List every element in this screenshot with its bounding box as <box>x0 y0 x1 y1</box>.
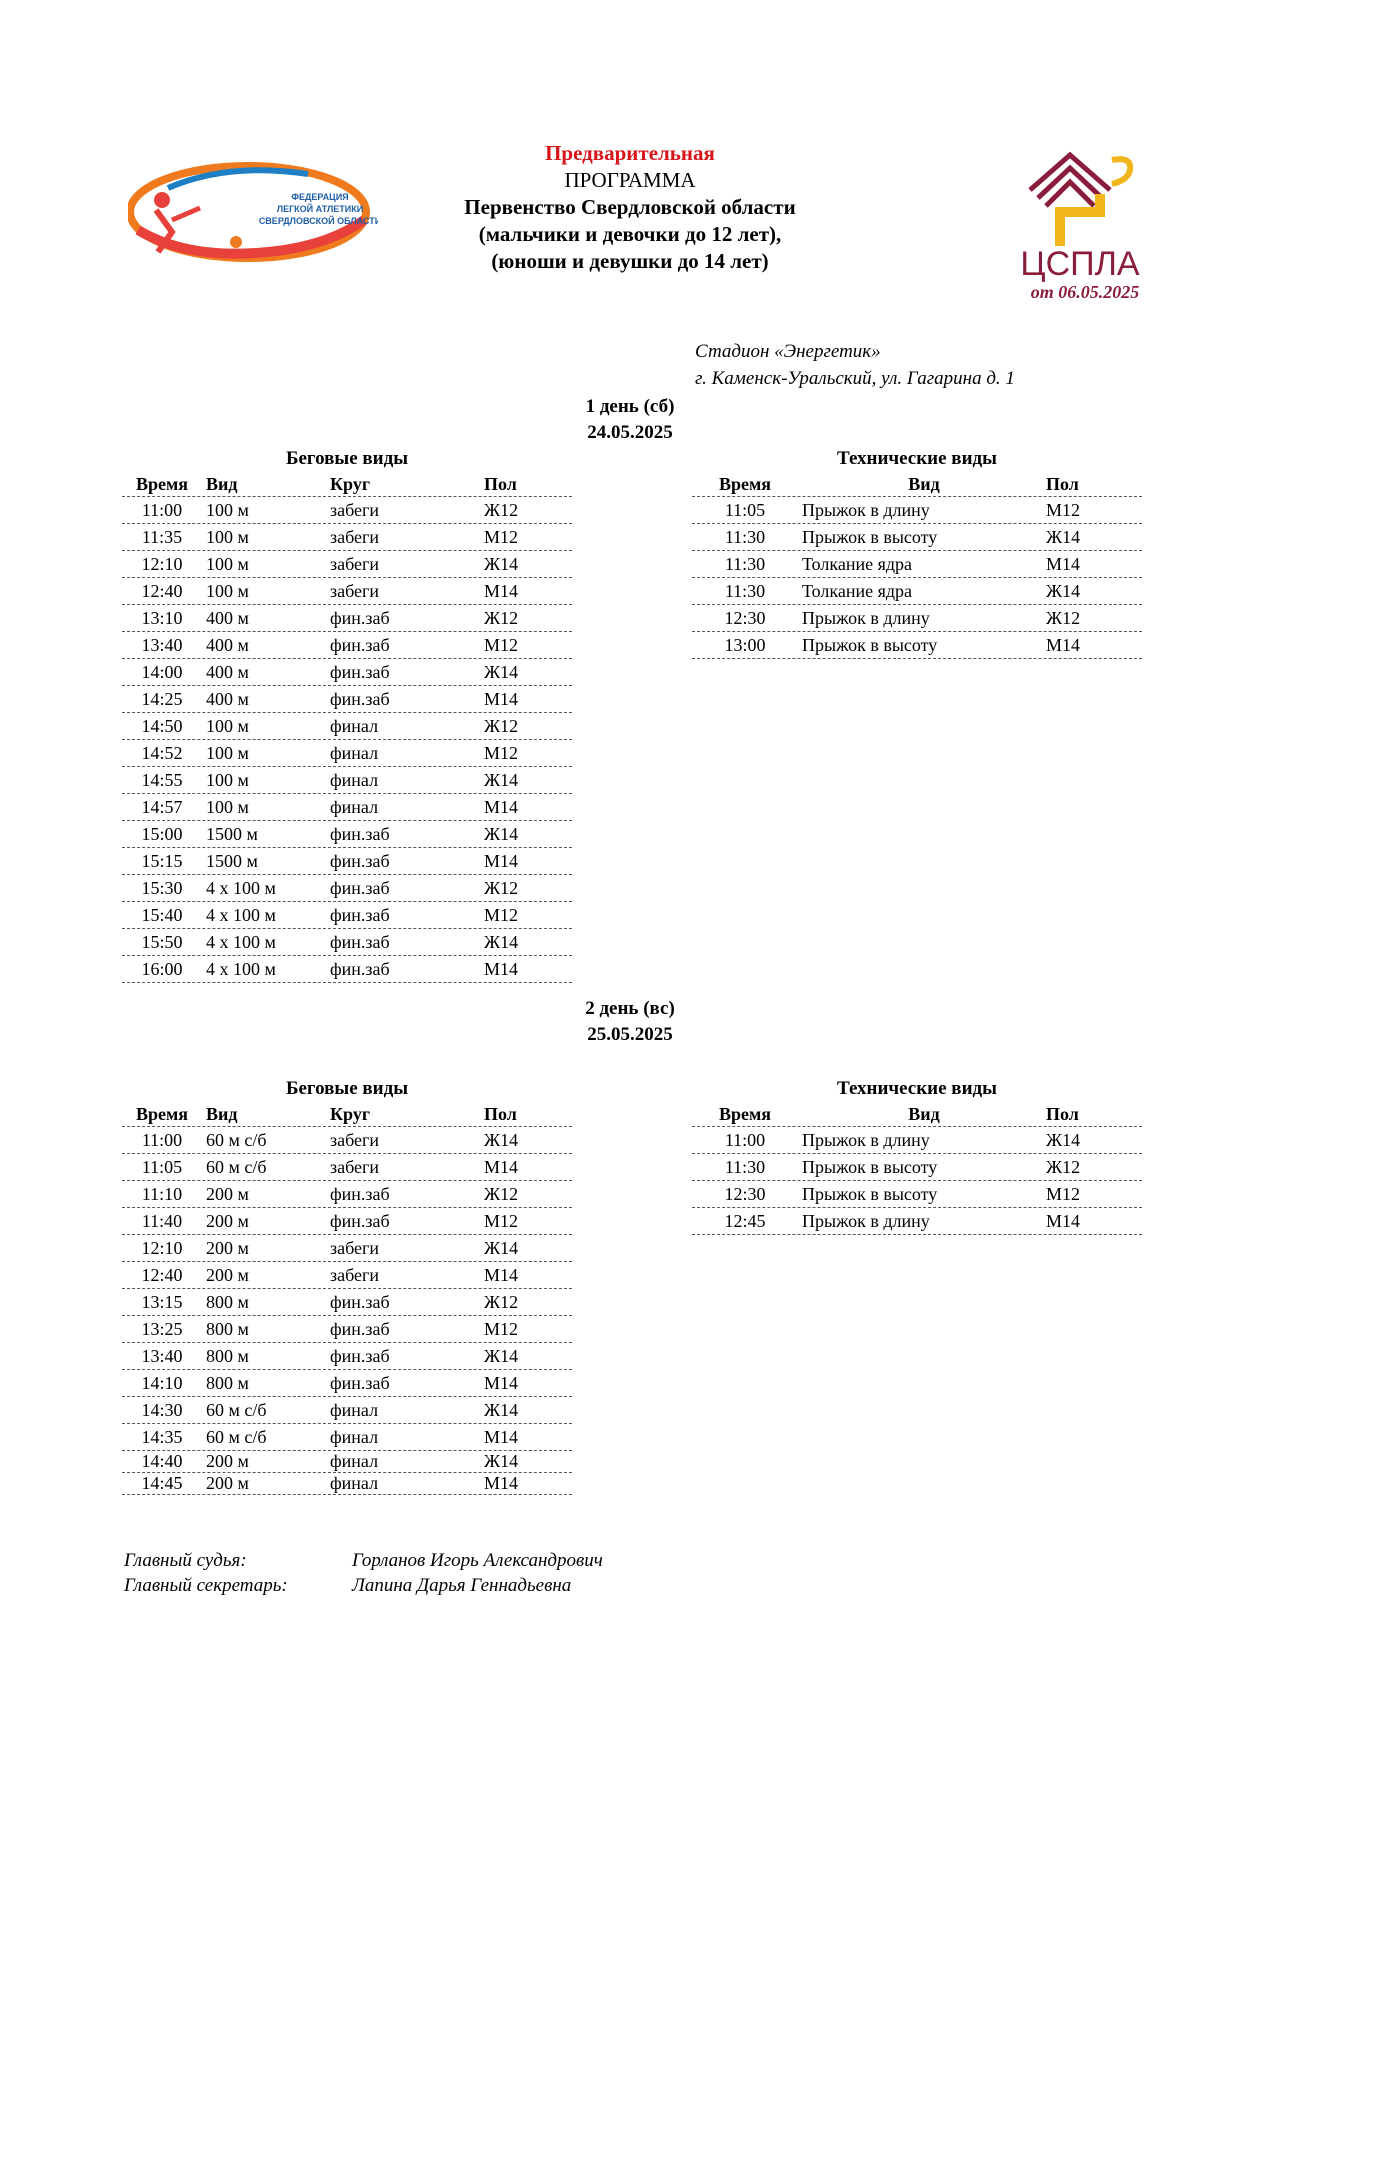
cell-event: 4 х 100 м <box>206 905 276 925</box>
venue <box>695 338 1015 392</box>
table-row <box>122 1154 572 1181</box>
cell-event: 800 м <box>206 1319 249 1339</box>
table-row <box>122 551 572 578</box>
table-row <box>122 1208 572 1235</box>
cell-event: 100 м <box>206 500 249 520</box>
cell-round: фин.заб <box>330 905 390 925</box>
cell-sex: Ж14 <box>484 662 519 682</box>
cell-time: 15:30 <box>141 878 183 898</box>
cell-sex: М14 <box>484 581 519 601</box>
cell-event: 100 м <box>206 527 249 547</box>
cell-round: фин.заб <box>330 689 390 709</box>
official-role: Главный судья: <box>124 1550 247 1571</box>
cell-event: 400 м <box>206 689 249 709</box>
cell-time: 12:10 <box>141 554 183 574</box>
table-row <box>122 713 572 740</box>
cell-sex: М12 <box>484 905 519 925</box>
table-row <box>122 605 572 632</box>
cell-time: 11:30 <box>724 554 766 574</box>
cell-time: 14:57 <box>141 797 183 817</box>
cell-sex: Ж14 <box>1046 581 1081 601</box>
table-row <box>122 524 572 551</box>
cell-event: 4 х 100 м <box>206 932 276 952</box>
cell-event: 400 м <box>206 662 249 682</box>
cell-sex: М12 <box>484 1319 519 1339</box>
cell-time: 12:40 <box>141 581 183 601</box>
cell-sex: М14 <box>484 851 519 871</box>
cell-sex: М12 <box>484 1211 519 1231</box>
cell-event: 200 м <box>206 1211 249 1231</box>
table-row <box>122 686 572 713</box>
table-row <box>122 1451 572 1473</box>
table-row <box>122 821 572 848</box>
cell-time: 15:40 <box>141 905 183 925</box>
cell-time: 12:30 <box>724 1184 766 1204</box>
program-title: ПРОГРАММА <box>564 168 696 192</box>
day-1-heading <box>480 394 780 446</box>
cell-time: 12:45 <box>724 1211 766 1231</box>
cell-time: 13:40 <box>141 635 183 655</box>
federation-logo <box>128 160 378 270</box>
cell-event: Прыжок в высоту <box>802 527 938 547</box>
header-event: Вид <box>206 1104 238 1124</box>
cell-event: 60 м с/б <box>206 1130 267 1150</box>
cell-sex: Ж14 <box>484 1238 519 1258</box>
cell-time: 11:05 <box>141 1157 183 1177</box>
day-1-running-table <box>122 446 572 983</box>
table-row <box>122 578 572 605</box>
cell-sex: М14 <box>484 1157 519 1177</box>
cell-round: фин.заб <box>330 1184 390 1204</box>
official-row <box>124 1573 603 1598</box>
table-row <box>692 551 1142 578</box>
cell-event: Прыжок в высоту <box>802 1184 938 1204</box>
cell-round: финал <box>330 797 379 817</box>
cell-round: фин.заб <box>330 662 390 682</box>
table-row <box>692 632 1142 659</box>
cell-time: 11:30 <box>724 581 766 601</box>
logo-line-2: ЛЕГКОЙ АТЛЕТИКИ <box>276 204 364 214</box>
official-name: Горланов Игорь Александрович <box>352 1550 603 1571</box>
cell-event: 100 м <box>206 581 249 601</box>
cell-time: 11:30 <box>724 527 766 547</box>
table-row <box>122 1289 572 1316</box>
cell-event: 100 м <box>206 743 249 763</box>
officials <box>124 1548 603 1598</box>
cell-sex: Ж14 <box>1046 527 1081 547</box>
preliminary-label: Предварительная <box>545 141 715 165</box>
cell-sex: М12 <box>1046 1184 1081 1204</box>
cell-time: 14:45 <box>141 1473 183 1493</box>
cell-time: 12:40 <box>141 1265 183 1285</box>
cell-event: 200 м <box>206 1184 249 1204</box>
table-row <box>692 1127 1142 1154</box>
table-row <box>122 1397 572 1424</box>
header-event: Вид <box>908 474 940 494</box>
cell-event: 60 м с/б <box>206 1427 267 1447</box>
table-row <box>122 1181 572 1208</box>
cell-sex: М12 <box>484 743 519 763</box>
cell-event: 60 м с/б <box>206 1400 267 1420</box>
logo-line-3: СВЕРДЛОВСКОЙ ОБЛАСТИ <box>258 216 378 226</box>
day-1-technical-table <box>692 446 1142 659</box>
cell-event: 60 м с/б <box>206 1157 267 1177</box>
cell-time: 15:00 <box>141 824 183 844</box>
cell-event: 100 м <box>206 770 249 790</box>
cell-sex: Ж12 <box>484 500 519 520</box>
cell-round: финал <box>330 1451 379 1471</box>
header-time: Время <box>135 474 188 494</box>
table-row <box>122 929 572 956</box>
cell-sex: М14 <box>1046 554 1081 574</box>
table-body <box>122 1127 572 1495</box>
cell-round: финал <box>330 1400 379 1420</box>
cell-time: 14:00 <box>141 662 183 682</box>
table-row <box>122 1473 572 1495</box>
header-time: Время <box>718 474 771 494</box>
cell-event: 800 м <box>206 1346 249 1366</box>
cell-round: финал <box>330 716 379 736</box>
technical-caption: Технические виды <box>837 1078 997 1099</box>
cell-round: финал <box>330 743 379 763</box>
cspla-logo <box>1000 150 1160 290</box>
cell-event: 1500 м <box>206 824 258 844</box>
table-row <box>122 740 572 767</box>
cell-event: 400 м <box>206 608 249 628</box>
championship-title: Первенство Свердловской области <box>464 195 796 219</box>
cell-sex: Ж12 <box>484 878 519 898</box>
table-row <box>122 1424 572 1451</box>
cell-round: фин.заб <box>330 1346 390 1366</box>
cell-sex: М14 <box>484 1473 519 1493</box>
header-sex: Пол <box>484 474 517 494</box>
cell-time: 14:25 <box>141 689 183 709</box>
table-row <box>692 605 1142 632</box>
day-2-date: 25.05.2025 <box>587 1024 673 1045</box>
cell-round: фин.заб <box>330 932 390 952</box>
cell-sex: М14 <box>484 1373 519 1393</box>
table-row <box>122 632 572 659</box>
document-header <box>380 140 880 275</box>
cell-sex: Ж14 <box>484 1400 519 1420</box>
cell-round: забеги <box>330 554 380 574</box>
cell-sex: М14 <box>484 1265 519 1285</box>
cell-sex: М14 <box>1046 1211 1081 1231</box>
cell-time: 14:50 <box>141 716 183 736</box>
revision-date: от 06.05.2025 <box>1030 282 1140 302</box>
logo-line-1: ФЕДЕРАЦИЯ <box>291 192 349 202</box>
table-row <box>122 767 572 794</box>
table-row <box>122 902 572 929</box>
cell-event: Прыжок в длину <box>802 1130 930 1150</box>
cell-sex: М12 <box>484 527 519 547</box>
table-row <box>122 497 572 524</box>
table-row <box>122 1343 572 1370</box>
table-row <box>122 794 572 821</box>
cell-sex: Ж14 <box>484 932 519 952</box>
header-sex: Пол <box>1046 474 1079 494</box>
table-row <box>692 524 1142 551</box>
cell-sex: М14 <box>484 959 519 979</box>
day-1-title: 1 день (сб) <box>585 396 675 417</box>
cell-time: 16:00 <box>141 959 183 979</box>
table-body <box>692 497 1142 659</box>
cell-time: 15:15 <box>141 851 183 871</box>
age-group-2: (юноши и девушки до 14 лет) <box>491 249 769 273</box>
cell-sex: М14 <box>484 689 519 709</box>
table-row <box>692 1181 1142 1208</box>
table-row <box>122 659 572 686</box>
cell-sex: М14 <box>484 797 519 817</box>
table-row <box>122 1127 572 1154</box>
cell-event: 200 м <box>206 1451 249 1471</box>
cell-event: 200 м <box>206 1238 249 1258</box>
cell-event: 200 м <box>206 1265 249 1285</box>
cell-time: 14:52 <box>141 743 183 763</box>
table-row <box>122 848 572 875</box>
cell-round: фин.заб <box>330 959 390 979</box>
table-body <box>122 497 572 983</box>
cell-time: 11:00 <box>141 500 183 520</box>
cell-time: 11:05 <box>724 500 766 520</box>
cell-event: 4 х 100 м <box>206 959 276 979</box>
cell-event: 100 м <box>206 797 249 817</box>
table-row <box>122 1235 572 1262</box>
table-row <box>692 578 1142 605</box>
cell-sex: Ж14 <box>484 824 519 844</box>
table-row <box>122 875 572 902</box>
cell-time: 12:30 <box>724 608 766 628</box>
day-1-date: 24.05.2025 <box>587 422 673 443</box>
cell-sex: М12 <box>484 635 519 655</box>
header-event: Вид <box>206 474 238 494</box>
cell-time: 14:35 <box>141 1427 183 1447</box>
cell-event: 100 м <box>206 554 249 574</box>
cell-time: 13:00 <box>724 635 766 655</box>
cell-round: фин.заб <box>330 1211 390 1231</box>
cell-time: 14:10 <box>141 1373 183 1393</box>
cell-round: забеги <box>330 1238 380 1258</box>
cell-round: забеги <box>330 581 380 601</box>
cell-event: 800 м <box>206 1292 249 1312</box>
cell-sex: Ж12 <box>484 1292 519 1312</box>
cell-sex: Ж12 <box>484 608 519 628</box>
cell-round: фин.заб <box>330 851 390 871</box>
table-header <box>692 1102 1142 1127</box>
table-row <box>122 956 572 983</box>
table-body <box>692 1127 1142 1235</box>
cell-round: забеги <box>330 500 380 520</box>
table-row <box>692 1154 1142 1181</box>
cell-round: забеги <box>330 1157 380 1177</box>
cell-event: Прыжок в высоту <box>802 635 938 655</box>
cell-sex: Ж14 <box>484 1130 519 1150</box>
cell-sex: Ж12 <box>484 716 519 736</box>
cell-time: 11:40 <box>141 1211 183 1231</box>
cell-event: 400 м <box>206 635 249 655</box>
cell-round: финал <box>330 770 379 790</box>
cell-time: 11:00 <box>141 1130 183 1150</box>
cspla-text: ЦСПЛА <box>1020 245 1140 283</box>
cell-time: 13:15 <box>141 1292 183 1312</box>
header-time: Время <box>718 1104 771 1124</box>
cell-sex: Ж14 <box>484 1346 519 1366</box>
cell-round: финал <box>330 1427 379 1447</box>
cell-round: забеги <box>330 1130 380 1150</box>
cell-event: Прыжок в длину <box>802 608 930 628</box>
cell-event: 100 м <box>206 716 249 736</box>
header-event: Вид <box>908 1104 940 1124</box>
running-caption: Беговые виды <box>285 448 409 469</box>
cell-sex: Ж12 <box>484 1184 519 1204</box>
cell-sex: М14 <box>484 1427 519 1447</box>
official-row <box>124 1548 603 1573</box>
cell-time: 11:10 <box>141 1184 183 1204</box>
cell-round: фин.заб <box>330 1319 390 1339</box>
table-row <box>692 1208 1142 1235</box>
cell-time: 14:55 <box>141 770 183 790</box>
cell-event: Толкание ядра <box>802 581 913 601</box>
day-2-technical-table <box>692 1076 1142 1235</box>
day-2-title: 2 день (вс) <box>585 998 675 1019</box>
cell-time: 14:40 <box>141 1451 183 1471</box>
cell-event: 800 м <box>206 1373 249 1393</box>
cell-event: Прыжок в высоту <box>802 1157 938 1177</box>
header-sex: Пол <box>1046 1104 1079 1124</box>
cell-sex: М12 <box>1046 500 1081 520</box>
cell-sex: Ж12 <box>1046 1157 1081 1177</box>
cell-time: 13:40 <box>141 1346 183 1366</box>
cell-round: фин.заб <box>330 878 390 898</box>
cell-round: фин.заб <box>330 635 390 655</box>
cell-time: 15:50 <box>141 932 183 952</box>
cell-event: 1500 м <box>206 851 258 871</box>
day-2-running-table <box>122 1076 572 1495</box>
cell-event: 200 м <box>206 1473 249 1493</box>
table-header <box>122 472 572 497</box>
technical-caption: Технические виды <box>837 448 997 469</box>
cell-round: забеги <box>330 527 380 547</box>
cell-event: Толкание ядра <box>802 554 913 574</box>
table-header <box>692 472 1142 497</box>
cell-time: 11:00 <box>724 1130 766 1150</box>
table-row <box>122 1316 572 1343</box>
table-row <box>692 497 1142 524</box>
cell-time: 13:10 <box>141 608 183 628</box>
header-time: Время <box>135 1104 188 1124</box>
cell-event: Прыжок в длину <box>802 500 930 520</box>
cell-round: фин.заб <box>330 824 390 844</box>
cell-round: фин.заб <box>330 1292 390 1312</box>
table-row <box>122 1262 572 1289</box>
cell-sex: М14 <box>1046 635 1081 655</box>
header-round: Круг <box>330 474 370 494</box>
header-round: Круг <box>330 1104 370 1124</box>
cell-round: фин.заб <box>330 608 390 628</box>
cell-round: финал <box>330 1473 379 1493</box>
cell-time: 12:10 <box>141 1238 183 1258</box>
stadium-address: г. Каменск-Уральский, ул. Гагарина д. 1 <box>695 368 1015 389</box>
cell-time: 13:25 <box>141 1319 183 1339</box>
cell-round: фин.заб <box>330 1373 390 1393</box>
stadium-name: Стадион «Энергетик» <box>695 341 881 362</box>
cell-sex: Ж12 <box>1046 608 1081 628</box>
cell-event: Прыжок в длину <box>802 1211 930 1231</box>
cell-sex: Ж14 <box>484 554 519 574</box>
cell-event: 4 х 100 м <box>206 878 276 898</box>
cell-sex: Ж14 <box>1046 1130 1081 1150</box>
cell-time: 14:30 <box>141 1400 183 1420</box>
day-2-heading <box>480 996 780 1048</box>
age-group-1: (мальчики и девочки до 12 лет), <box>478 222 782 246</box>
cell-sex: Ж14 <box>484 1451 519 1471</box>
cell-sex: Ж14 <box>484 770 519 790</box>
official-name: Лапина Дарья Геннадьевна <box>352 1575 572 1596</box>
table-header <box>122 1102 572 1127</box>
running-caption: Беговые виды <box>285 1078 409 1099</box>
cell-time: 11:35 <box>141 527 183 547</box>
table-row <box>122 1370 572 1397</box>
cell-round: забеги <box>330 1265 380 1285</box>
cell-time: 11:30 <box>724 1157 766 1177</box>
header-sex: Пол <box>484 1104 517 1124</box>
official-role: Главный секретарь: <box>124 1575 288 1596</box>
